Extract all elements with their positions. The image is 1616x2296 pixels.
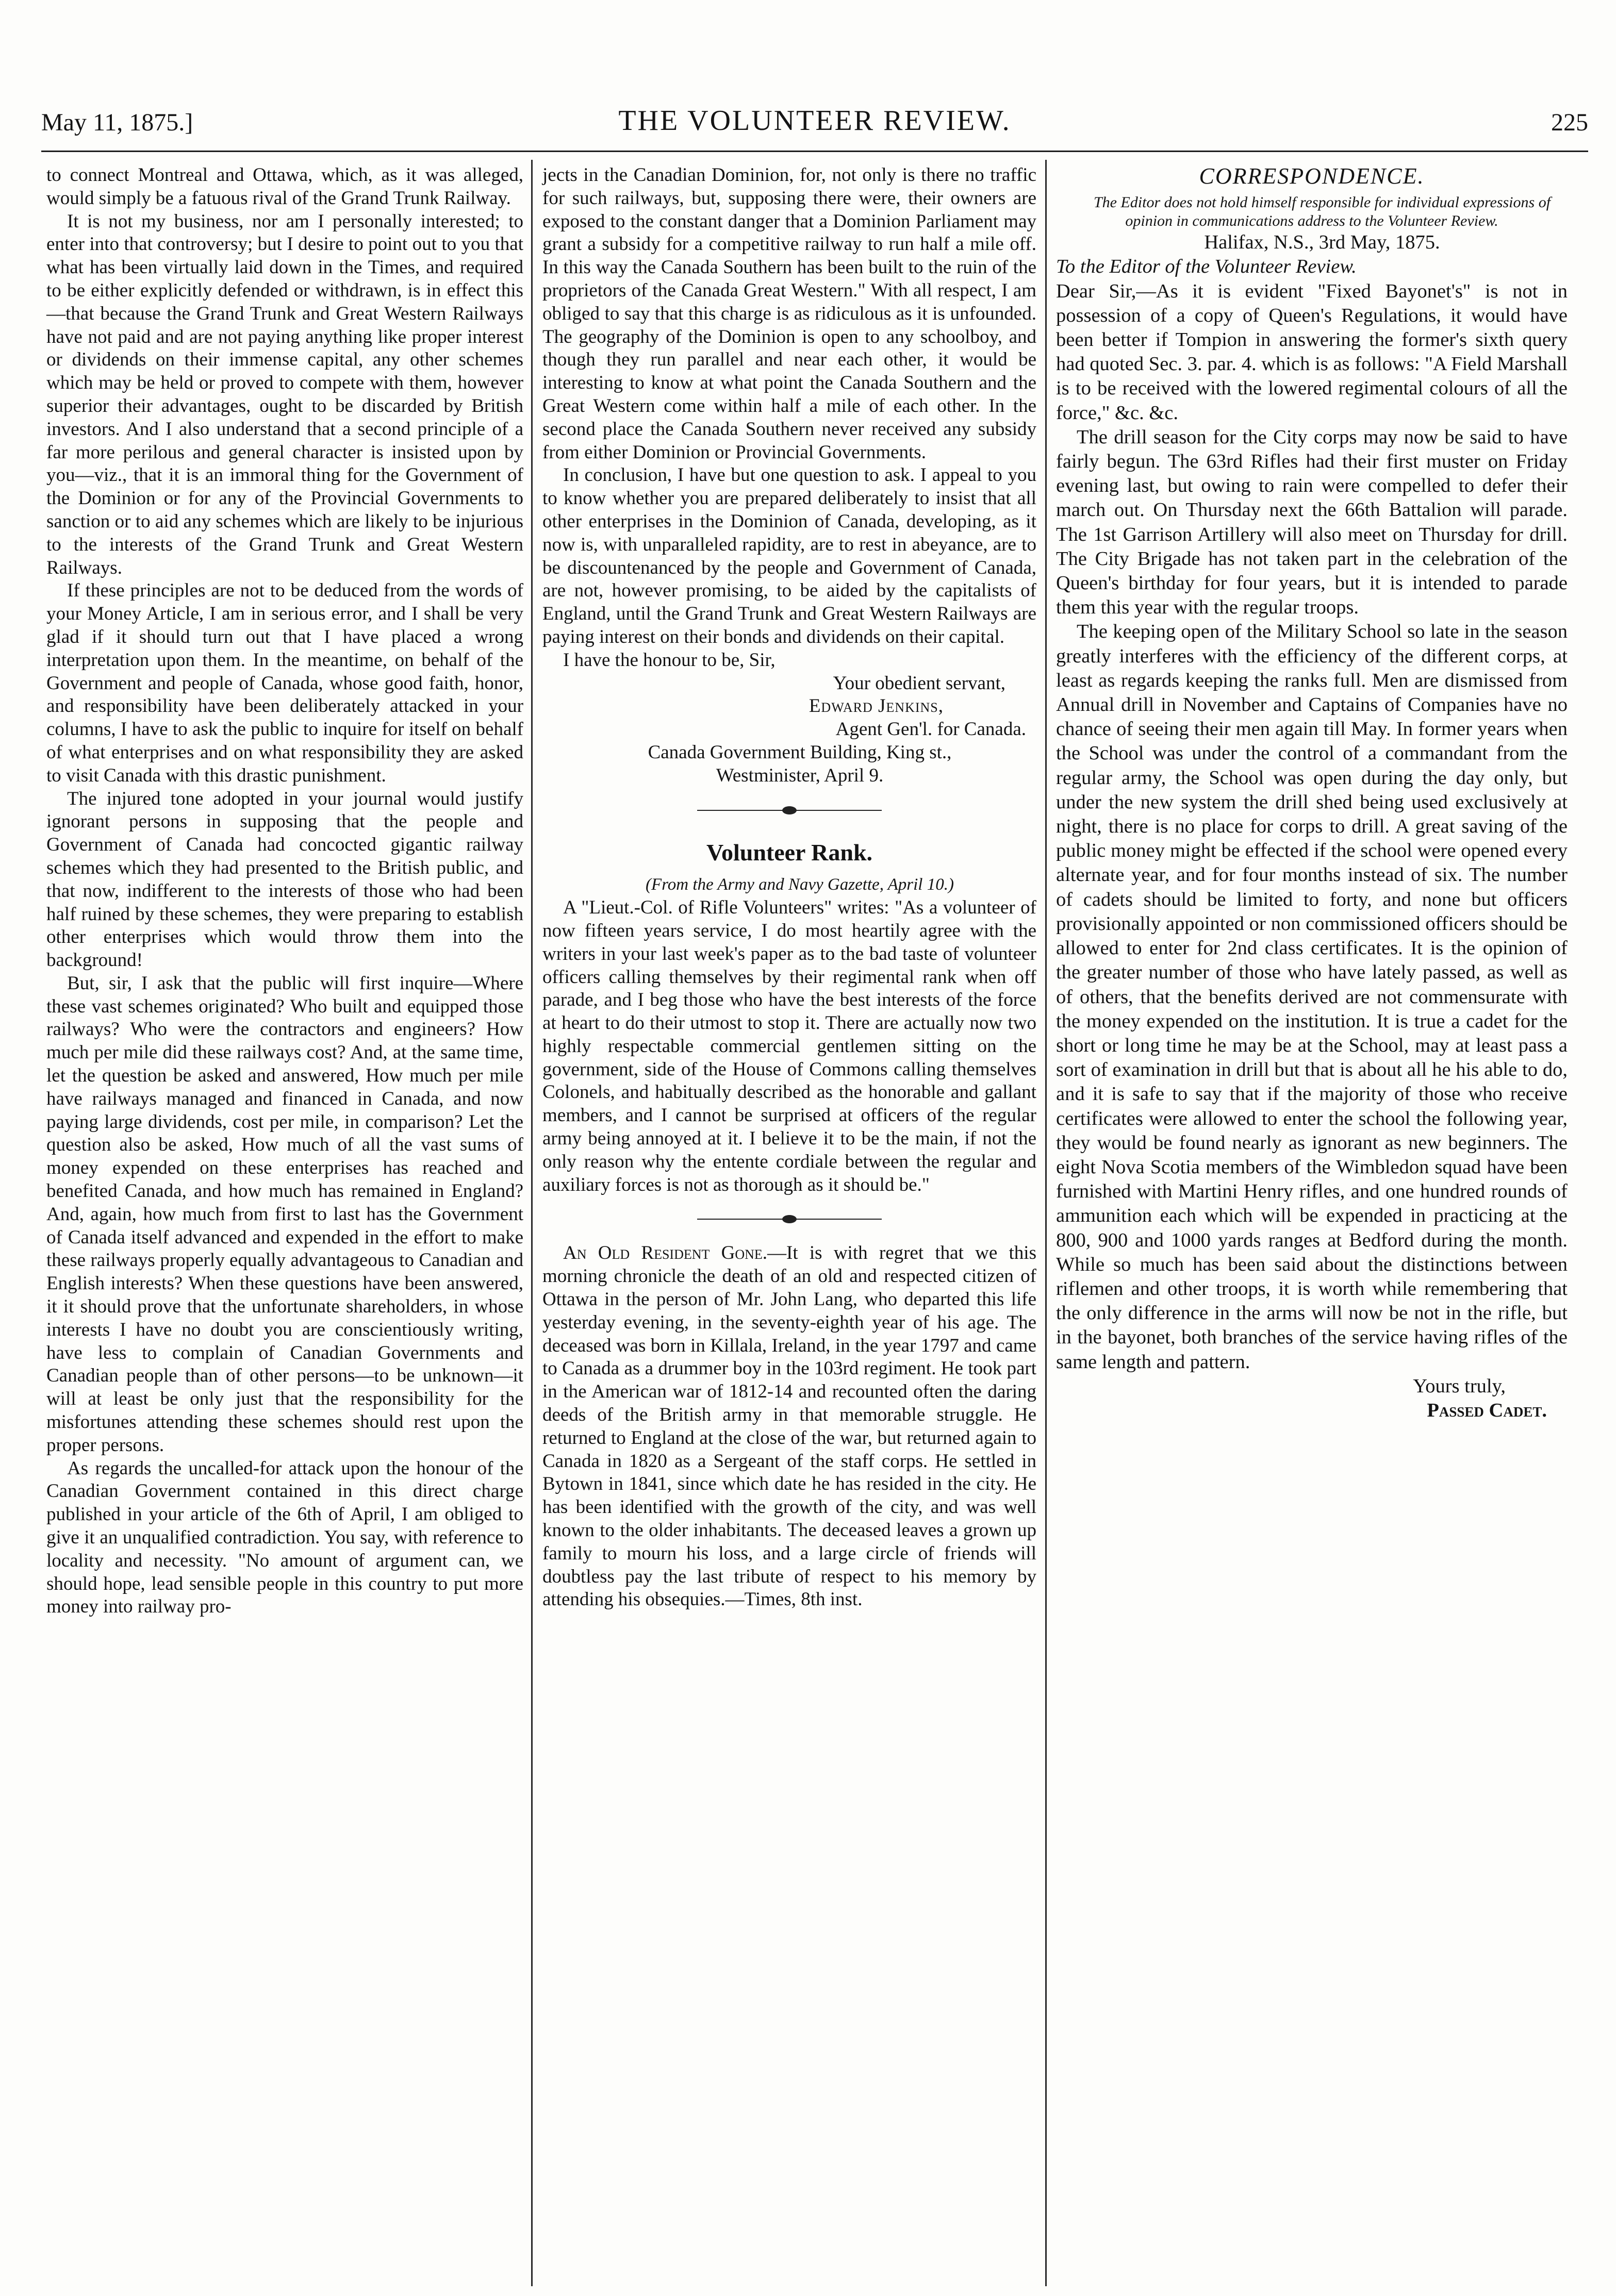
section-title-correspondence: CORRESPONDENCE. xyxy=(1199,163,1425,189)
column-right xyxy=(1056,164,1568,1423)
column-middle xyxy=(542,164,1036,1611)
page-header xyxy=(41,98,1588,144)
letter-paragraph: Dear Sir,—As it is evident "Fixed Bayonet's" is not in possession of a copy of Queen's Regulations, it would have been better if Tompion in answering the former's sixth query had quoted Sec. 3. par. 4. which is as follows: "A Field Marshall is to be received with the lowered regimental colours of all the force," &c. &c. xyxy=(1056,280,1568,424)
letter-addressee: To the Editor of the Volunteer Review. xyxy=(1056,256,1357,278)
column-divider xyxy=(1045,160,1047,2286)
article-paragraph: I have the honour to be, Sir, xyxy=(563,649,776,671)
letter-paragraph: The drill season for the City corps may now be said to have fairly begun. The 63rd Rifles had their first muster on Friday evening last, but owing to rain were compelled to defer their march out. On Thursday next the 66th Battalion will parade. The 1st Garrison Artillery will also meet on Thursday for drill. The City Brigade has not taken part in the celebration of the Queen's birthday for four years, but it is intended to parade them this year with the regular troops. xyxy=(1056,426,1568,619)
letter-signer-title: Agent Gen'l. for Canada. xyxy=(835,719,1026,740)
column-divider xyxy=(531,160,533,2286)
section-title-volunteer-rank: Volunteer Rank. xyxy=(706,839,873,866)
article-paragraph: It is not my business, nor am I personally interested; to enter into that controversy; but I desire to point out to you that what has been virtually laid down in the Times, and required to be either explicitly defended or withdrawn, is in effect this—that because the Grand Trunk and Great Western Railways have not paid and are not paying anything like proper interest or dividends on their immense capital, any other schemes which may be held or proved to compete with them, however superior their advantages, ought to be discarded by British investors. And I also understand that a second principle of a far more perilous and general character is insisted upon by you—viz., that it is an immoral thing for the Government of the Dominion or for any of the Provincial Governments to sanction or to aid any schemes which are likely to be injurious to the interests of the Grand Trunk and Great Western Railways. xyxy=(46,210,523,578)
article-paragraph: jects in the Canadian Dominion, for, not only is there no traffic for such railways, but, supposing there were, their owners are exposed to the constant danger that a Dominion Parliament may grant a subsidy for a competitive railway to run half a mile off. In this way the Canada Southern has been built to the ruin of the proprietors of the Canada Great Western." With all respect, I am obliged to say that this charge is as ridiculous as it is unfounded. The geography of the Dominion is open to any schoolboy, and though they run parallel and near each other, it would be interesting to know at what point the Canada Southern and the Great Western come within half a mile of each other. In the second place the Canada Southern never received any subsidy from either Dominion or Provincial Governments. xyxy=(542,164,1036,463)
issue-date: May 11, 1875.] xyxy=(41,109,193,136)
obituary-lead: An Old Resident Gone. xyxy=(563,1242,768,1264)
article-source: (From the Army and Navy Gazette, April 10.) xyxy=(646,875,954,894)
obituary-paragraph xyxy=(542,1242,1036,1611)
article-paragraph: A "Lieut.-Col. of Rifle Volunteers" writes: "As a volunteer of now fifteen years service, I do most heartily agree with the writers in your last week's paper as to the bad taste of volunteer officers calling themselves by their regimental rank when off parade, and I beg those who have the best interests of the force at heart to do their utmost to stop it. There are actually now two highly respectable commercial gentlemen sitting on the government, side of the House of Commons calling themselves Colonels, and habitually described as the honorable and gallant members, and I cannot be surprised at officers of the regular army being annoyed at it. I believe it to be the main, if not the only reason why the entente cordiale between the regular and auxiliary forces is not as thorough as it should be." xyxy=(542,897,1036,1195)
article-paragraph: to connect Montreal and Ottawa, which, as it was alleged, would simply be a fatuous rival of the Grand Trunk Railway. xyxy=(46,164,523,209)
letter-closing: Yours truly, xyxy=(1413,1375,1506,1397)
article-paragraph: In conclusion, I have but one question to ask. I appeal to you to know whether you are prepared deliberately to insist that all other enterprises in the Dominion of Canada, developing, as it now is, with unparalleled rapidity, are to rest in abeyance, are to be discountenanced by the people and Government of Canada, are not, however promising, to be aided by the capitalists of England, until the Grand Trunk and Great Western Railways are paying interest on their bonds and dividends on their capital. xyxy=(542,464,1036,647)
letter-dateline: Westminister, April 9. xyxy=(716,764,884,786)
letter-signature: Passed Cadet. xyxy=(1427,1399,1547,1421)
obituary-body: —It is with regret that we this morning chronicle the death of an old and respected citizen of Ottawa in the person of Mr. John Lang, who departed this life yesterday evening, in the seventy-eighth year of his age. The deceased was born in Killala, Ireland, in the year 1797 and came to Canada as a drummer boy in the 103rd regiment. He took part in the American war of 1812-14 and recounted often the daring deeds of the British army in that memorable struggle. He returned to England at the close of the war, but returned again to Canada in 1820 as a Sergeant of the staff corps. He settled in Bytown in 1841, since which date he has resided in the city. He has been identified with the growth of the city, and was well known to the older inhabitants. The deceased leaves a grown up family to mourn his loss, and a large circle of friends will doubtless pay the last tribute of respect to his memory by attending his obsequies.—Times, 8th inst. xyxy=(542,1242,1036,1610)
article-paragraph: But, sir, I ask that the public will first inquire—Where these vast schemes originated? Who built and equipped those railways? Who were the contractors and engineers? How much per mile did these railways cost? And, at the same time, let the question be asked and answered, How much per mile have railways managed and financed in Canada, and now paying large dividends, cost per mile, in comparison? Let the question also be asked, How much of all the vast sums of money expended on these enterprises has reached and benefited Canada, and how much has remained in England? And, again, how much from first to last has the Government of Canada itself advanced and expended in the effort to make these railways properly equally advantageous to Canadian and English interests? When these questions have been answered, it it should prove that the unfortunate shareholders, in whose interests I have no doubt you are conscientiously writing, have less to complain of Canadian Governments and Canadian people than of other persons—to be unknown—it will at least be only just that the responsibility for the misfortunes attending these schemes should rest upon the proper persons. xyxy=(46,972,523,1456)
page-number: 225 xyxy=(1551,109,1588,136)
article-paragraph: As regards the uncalled-for attack upon the honour of the Canadian Government contained in this direct charge published in your article of the 6th of April, I am obliged to give it an unqualified contradiction. You say, with reference to locality and necessity. "No amount of argument can, we should hope, lead sensible people in this country to put more money into railway pro- xyxy=(46,1457,523,1618)
letter-closing: Your obedient servant, xyxy=(833,672,1005,694)
editor-disclaimer: The Editor does not hold himself responsible for individual expressions of opinion in communications address to the Volunteer Review. xyxy=(1093,194,1551,230)
letter-paragraph: The keeping open of the Military School so late in the season greatly interferes with the efficiency of the different corps, at least as regards keeping the ranks full. Men are dismissed from Annual drill in November and Captains of Companies have no chance of seeing their men again till May. In former years when the School was under the control of a commandant from the regular army, the School was open during the day only, but under the new system the drill shed being used exclusively at night, there is no place for corps to drill. A great saving of the public money might be effected if the school were opened every alternate year, and for four months instead of six. The number of cadets should be limited to forty, and none but officers provisionally appointed or non commissioned officers should be allowed to enter for 2nd class certificates. It is the opinion of the greater number of those who have lately passed, as well as of others, that the benefits derived are not commensurate with the money expended on the institution. It is true a cadet for the short or long time he may be at the School, may at least pass a sort of examination in drill but that is about all he his able to do, and it is safe to say that if the majority of those who receive certificates were allowed to enter the school the following year, they would be found nearly as ignorant as new beginners. The eight Nova Scotia members of the Wimbledon squad have been furnished with Martini Henry rifles, and one hundred rounds of ammunition each which will be expended in practicing at the 800, 900 and 1000 yards ranges at Bedford during the month. While so much has been said about the distinctions between riflemen and other troops, it is worth while remembering that the only difference in the arms will now be not in the rifle, but in the bayonet, both branches of the service having rifles of the same length and pattern. xyxy=(1056,621,1568,1373)
header-rule xyxy=(41,151,1588,152)
section-divider xyxy=(542,800,1036,821)
publication-title: THE VOLUNTEER REVIEW. xyxy=(618,105,1011,137)
article-paragraph: If these principles are not to be deduced from the words of your Money Article, I am in serious error, and I shall be very glad if it should turn out that I have placed a wrong interpretation upon them. In the meantime, on behalf of the Government and people of Canada, whose good faith, honor, and responsibility have been deliberately attacked in your columns, I have to ask the public to inquire for itself on behalf of what enterprises and on what responsibility they are asked to visit Canada with this drastic punishment. xyxy=(46,580,523,786)
section-divider xyxy=(542,1209,1036,1229)
column-left xyxy=(46,164,523,1619)
letter-signature: Edward Jenkins, xyxy=(809,695,944,717)
letter-place: Canada Government Building, King st., xyxy=(648,741,952,763)
article-paragraph: The injured tone adopted in your journal would justify ignorant persons in supposing that the people and Government of Canada had concocted gigantic railway schemes which they had presented to the British public, and that now, indifferent to the interests of those who had been half ruined by these schemes, they were preparing to establish other enterprises which would throw them into the background! xyxy=(46,788,523,971)
letter-place-date: Halifax, N.S., 3rd May, 1875. xyxy=(1204,231,1440,254)
